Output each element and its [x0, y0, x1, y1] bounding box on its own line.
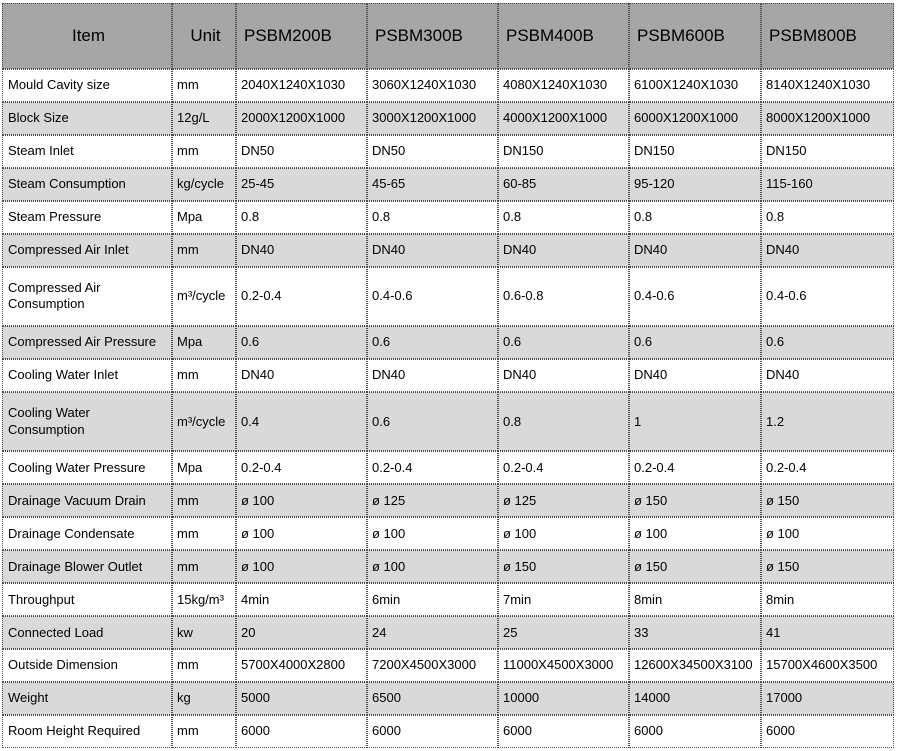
value-cell: 3060X1240X1030	[367, 69, 498, 102]
value-cell: 7200X4500X3000	[367, 649, 498, 682]
unit-cell: m³/cycle	[172, 392, 236, 451]
unit-cell: mm	[172, 649, 236, 682]
value-cell: 41	[761, 616, 894, 649]
item-cell: Throughput	[2, 583, 172, 616]
value-cell: DN150	[629, 135, 761, 168]
value-cell: 115-160	[761, 168, 894, 201]
item-cell: Cooling Water Inlet	[2, 359, 172, 392]
table-row	[2, 359, 894, 392]
value-cell: ø 125	[498, 484, 629, 517]
value-cell: 8000X1200X1000	[761, 102, 894, 135]
value-cell: DN40	[761, 359, 894, 392]
unit-cell: mm	[172, 359, 236, 392]
value-cell: 6min	[367, 583, 498, 616]
value-cell: 8140X1240X1030	[761, 69, 894, 102]
value-cell: 60-85	[498, 168, 629, 201]
value-cell: 11000X4500X3000	[498, 649, 629, 682]
value-cell: DN40	[236, 359, 367, 392]
unit-cell: Mpa	[172, 451, 236, 484]
value-cell: 6500	[367, 682, 498, 715]
value-cell: DN40	[367, 234, 498, 267]
spec-table-container	[2, 3, 894, 748]
value-cell: ø 100	[367, 550, 498, 583]
table-row	[2, 326, 894, 359]
value-cell: ø 100	[498, 517, 629, 550]
table-row	[2, 135, 894, 168]
item-cell: Drainage Blower Outlet	[2, 550, 172, 583]
value-cell: 25	[498, 616, 629, 649]
col-header-item: Item	[2, 3, 172, 69]
table-row	[2, 392, 894, 451]
value-cell: ø 150	[629, 550, 761, 583]
value-cell: 95-120	[629, 168, 761, 201]
value-cell: 0.6	[498, 326, 629, 359]
value-cell: 0.8	[367, 201, 498, 234]
value-cell: 6000	[629, 715, 761, 748]
item-cell: Cooling Water Consumption	[2, 392, 172, 451]
item-cell: Steam Consumption	[2, 168, 172, 201]
unit-cell: mm	[172, 715, 236, 748]
item-cell: Cooling Water Pressure	[2, 451, 172, 484]
table-row	[2, 69, 894, 102]
value-cell: 6000	[761, 715, 894, 748]
unit-cell: kg	[172, 682, 236, 715]
table-row	[2, 267, 894, 326]
value-cell: ø 100	[761, 517, 894, 550]
value-cell: 4min	[236, 583, 367, 616]
item-cell: Compressed Air Consumption	[2, 267, 172, 326]
value-cell: DN40	[236, 234, 367, 267]
value-cell: 0.8	[761, 201, 894, 234]
unit-cell: 15kg/m³	[172, 583, 236, 616]
value-cell: 6000	[367, 715, 498, 748]
value-cell: 8min	[761, 583, 894, 616]
value-cell: ø 150	[761, 550, 894, 583]
item-cell: Compressed Air Pressure	[2, 326, 172, 359]
item-cell: Compressed Air Inlet	[2, 234, 172, 267]
value-cell: 0.6-0.8	[498, 267, 629, 326]
value-cell: 3000X1200X1000	[367, 102, 498, 135]
value-cell: 0.4-0.6	[629, 267, 761, 326]
value-cell: DN50	[236, 135, 367, 168]
value-cell: 0.2-0.4	[498, 451, 629, 484]
value-cell: DN150	[761, 135, 894, 168]
value-cell: 25-45	[236, 168, 367, 201]
value-cell: 0.2-0.4	[629, 451, 761, 484]
value-cell: 45-65	[367, 168, 498, 201]
value-cell: ø 150	[498, 550, 629, 583]
value-cell: ø 150	[761, 484, 894, 517]
value-cell: DN150	[498, 135, 629, 168]
value-cell: 0.6	[629, 326, 761, 359]
value-cell: ø 100	[367, 517, 498, 550]
item-cell: Mould Cavity size	[2, 69, 172, 102]
value-cell: DN40	[498, 234, 629, 267]
table-row	[2, 715, 894, 748]
table-row	[2, 649, 894, 682]
value-cell: ø 100	[236, 550, 367, 583]
table-row	[2, 201, 894, 234]
item-cell: Steam Inlet	[2, 135, 172, 168]
item-cell: Drainage Condensate	[2, 517, 172, 550]
value-cell: ø 100	[629, 517, 761, 550]
col-header-psbm200b: PSBM200B	[236, 3, 367, 69]
value-cell: 0.2-0.4	[761, 451, 894, 484]
value-cell: 0.8	[629, 201, 761, 234]
value-cell: DN40	[629, 234, 761, 267]
col-header-unit: Unit	[172, 3, 236, 69]
unit-cell: mm	[172, 69, 236, 102]
value-cell: 0.6	[367, 392, 498, 451]
value-cell: 15700X4600X3500	[761, 649, 894, 682]
table-row	[2, 234, 894, 267]
unit-cell: kw	[172, 616, 236, 649]
spec-table-body	[2, 69, 894, 748]
table-row	[2, 616, 894, 649]
value-cell: 1.2	[761, 392, 894, 451]
table-row	[2, 682, 894, 715]
value-cell: 6000	[498, 715, 629, 748]
value-cell: 6000X1200X1000	[629, 102, 761, 135]
table-row	[2, 550, 894, 583]
unit-cell: 12g/L	[172, 102, 236, 135]
value-cell: DN50	[367, 135, 498, 168]
unit-cell: Mpa	[172, 326, 236, 359]
value-cell: DN40	[367, 359, 498, 392]
table-header	[2, 3, 894, 69]
value-cell: 8min	[629, 583, 761, 616]
value-cell: 0.4	[236, 392, 367, 451]
value-cell: 0.8	[236, 201, 367, 234]
value-cell: 0.2-0.4	[367, 451, 498, 484]
unit-cell: Mpa	[172, 201, 236, 234]
value-cell: DN40	[498, 359, 629, 392]
value-cell: 33	[629, 616, 761, 649]
col-header-psbm600b: PSBM600B	[629, 3, 761, 69]
value-cell: DN40	[761, 234, 894, 267]
table-row	[2, 583, 894, 616]
table-row	[2, 168, 894, 201]
unit-cell: mm	[172, 550, 236, 583]
item-cell: Room Height Required	[2, 715, 172, 748]
value-cell: ø 150	[629, 484, 761, 517]
value-cell: 2040X1240X1030	[236, 69, 367, 102]
value-cell: 7min	[498, 583, 629, 616]
unit-cell: kg/cycle	[172, 168, 236, 201]
item-cell: Drainage Vacuum Drain	[2, 484, 172, 517]
unit-cell: m³/cycle	[172, 267, 236, 326]
table-row	[2, 517, 894, 550]
value-cell: 6000	[236, 715, 367, 748]
value-cell: 0.8	[498, 201, 629, 234]
value-cell: 0.6	[761, 326, 894, 359]
value-cell: ø 125	[367, 484, 498, 517]
value-cell: 0.6	[236, 326, 367, 359]
col-header-psbm400b: PSBM400B	[498, 3, 629, 69]
value-cell: 0.4-0.6	[367, 267, 498, 326]
item-cell: Block Size	[2, 102, 172, 135]
value-cell: ø 100	[236, 517, 367, 550]
value-cell: 14000	[629, 682, 761, 715]
value-cell: DN40	[629, 359, 761, 392]
value-cell: 4000X1200X1000	[498, 102, 629, 135]
item-cell: Connected Load	[2, 616, 172, 649]
value-cell: 0.2-0.4	[236, 451, 367, 484]
header-row	[2, 3, 894, 69]
value-cell: ø 100	[236, 484, 367, 517]
item-cell: Weight	[2, 682, 172, 715]
value-cell: 10000	[498, 682, 629, 715]
table-row	[2, 102, 894, 135]
unit-cell: mm	[172, 135, 236, 168]
value-cell: 5000	[236, 682, 367, 715]
value-cell: 5700X4000X2800	[236, 649, 367, 682]
value-cell: 6100X1240X1030	[629, 69, 761, 102]
value-cell: 20	[236, 616, 367, 649]
table-row	[2, 484, 894, 517]
col-header-psbm300b: PSBM300B	[367, 3, 498, 69]
col-header-psbm800b: PSBM800B	[761, 3, 894, 69]
spec-table	[2, 3, 894, 748]
value-cell: 1	[629, 392, 761, 451]
item-cell: Outside Dimension	[2, 649, 172, 682]
item-cell: Steam Pressure	[2, 201, 172, 234]
value-cell: 24	[367, 616, 498, 649]
value-cell: 0.6	[367, 326, 498, 359]
value-cell: 4080X1240X1030	[498, 69, 629, 102]
table-row	[2, 451, 894, 484]
unit-cell: mm	[172, 517, 236, 550]
value-cell: 12600X34500X3100	[629, 649, 761, 682]
unit-cell: mm	[172, 484, 236, 517]
value-cell: 0.8	[498, 392, 629, 451]
unit-cell: mm	[172, 234, 236, 267]
value-cell: 2000X1200X1000	[236, 102, 367, 135]
value-cell: 17000	[761, 682, 894, 715]
value-cell: 0.2-0.4	[236, 267, 367, 326]
value-cell: 0.4-0.6	[761, 267, 894, 326]
